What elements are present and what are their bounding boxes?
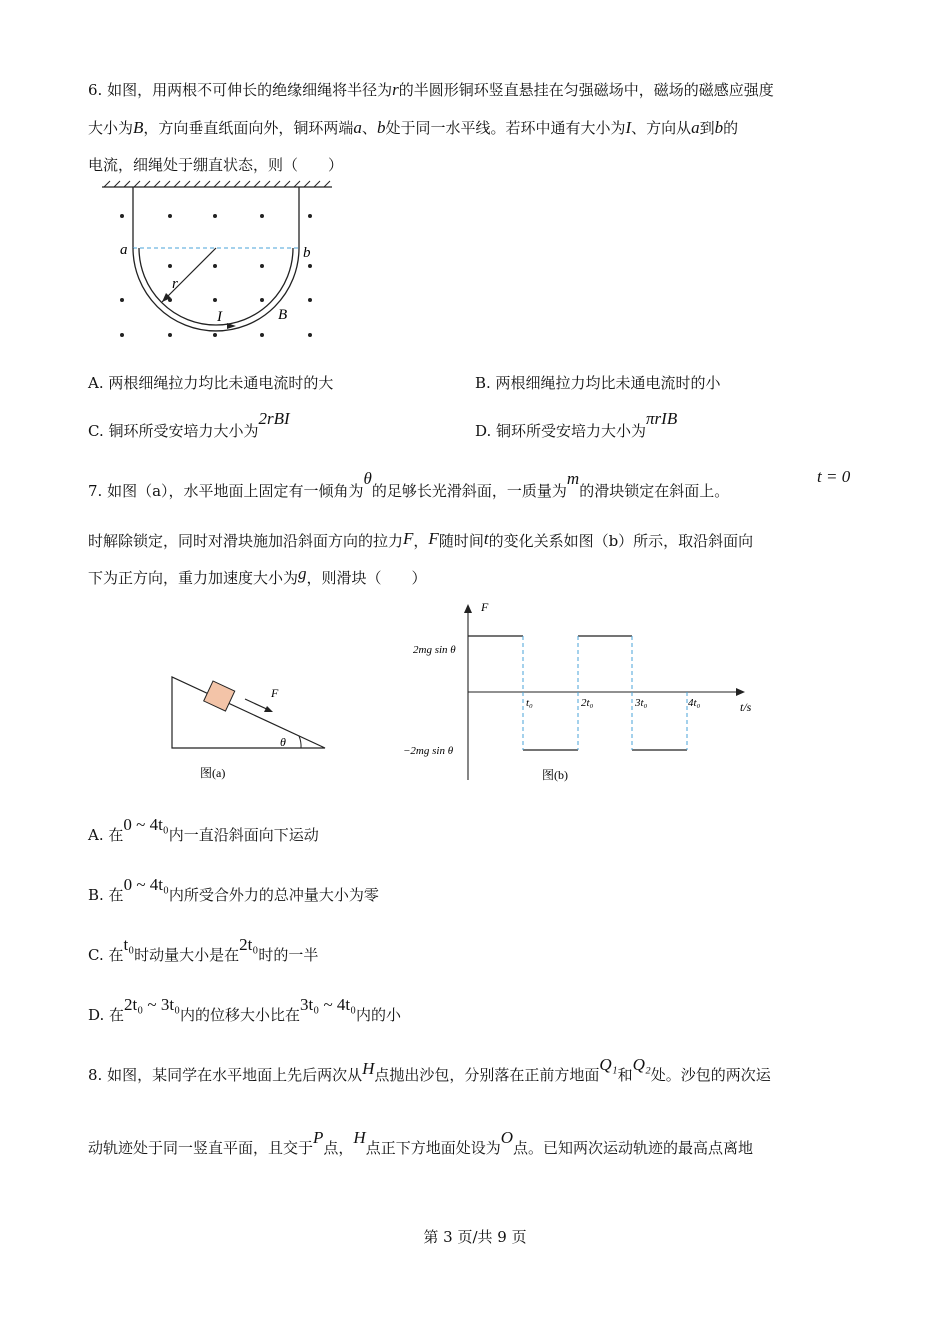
label-b: b — [303, 245, 311, 261]
pos-level-label: 2mg sin θ — [413, 644, 456, 656]
radius-line — [162, 248, 216, 302]
y-axis-arrowhead — [464, 604, 472, 613]
tick-2t0: 2t₀ — [581, 697, 594, 709]
label-r: r — [172, 276, 178, 292]
q7-line-2: 时解除锁定，同时对滑块施加沿斜面方向的拉力F，F随时间t的变化关系如图（b）所示，取沿斜面向 — [88, 529, 754, 550]
tick-t0: t₀ — [526, 697, 533, 709]
x-axis-arrowhead — [736, 688, 745, 696]
q7-line-3: 下为正方向，重力加速度大小为g，则滑块（ ） — [88, 564, 427, 587]
var-r: r — [392, 80, 399, 99]
q7-option-b[interactable]: B. 在0 ~ 4t₀内所受合外力的总冲量大小为零 — [88, 875, 379, 904]
semicircle-ring-inner — [139, 248, 293, 325]
semicircle-ring-outer — [133, 248, 299, 331]
label-I: I — [217, 309, 222, 325]
q7-option-c[interactable]: C. 在t₀时动量大小是在2t₀时的一半 — [88, 935, 319, 964]
label-F: F — [271, 686, 279, 700]
incline — [172, 677, 325, 748]
slider-block — [204, 681, 235, 711]
label-a: a — [120, 242, 128, 258]
tick-3t0: 3t₀ — [635, 697, 648, 709]
q7-figure-b — [395, 598, 765, 788]
q6-line-3: 电流，细绳处于绷直状态，则（ ） — [88, 156, 344, 174]
q8-line-1: 8. 如图，某同学在水平地面上先后两次从H点抛出沙包，分别落在正前方地面Q₁和Q₂处。沙包的两次运 — [88, 1055, 771, 1084]
q6-line-2: 大小为B，方向垂直纸面向外，铜环两端a、b处于同一水平线。若环中通有大小为I、方向从a到b的 — [88, 118, 739, 137]
x-label: t/s — [740, 700, 752, 714]
q6-option-b[interactable]: B. 两根细绳拉力均比未通电流时的小 — [475, 374, 721, 392]
q7-t-eq-0: t = 0 — [817, 467, 851, 486]
q6-option-d[interactable]: D. 铜环所受安培力大小为πrIB — [475, 409, 678, 440]
q7-option-d[interactable]: D. 在2t₀ ~ 3t₀内的位移大小比在3t₀ ~ 4t₀内的小 — [88, 995, 402, 1024]
label-theta: θ — [280, 735, 286, 749]
neg-level-label: −2mg sin θ — [403, 745, 454, 757]
q6-option-c[interactable]: C. 铜环所受安培力大小为2rBI — [88, 409, 290, 440]
q6-option-a[interactable]: A. 两根细绳拉力均比未通电流时的大 — [88, 374, 334, 392]
angle-arc — [299, 736, 301, 748]
caption-a: 图(a) — [200, 766, 226, 780]
q7-line-1: 7. 如图（a），水平地面上固定有一倾角为θ的足够长光滑斜面，一质量为m的滑块锁定在斜面上。 — [88, 469, 730, 500]
q7-figure-a — [165, 670, 335, 785]
page-footer: 第 3 页/共 9 页 — [423, 1228, 527, 1246]
y-label: F — [481, 600, 489, 614]
q8-line-2: 动轨迹处于同一竖直平面，且交于P点，H点正下方地面处设为O点。已知两次运动轨迹的最高点离地 — [88, 1128, 754, 1157]
caption-b: 图(b) — [542, 768, 568, 782]
ceiling-hatch — [104, 181, 330, 187]
q6-figure — [100, 180, 340, 350]
q6-line-1: 6. 如图，用两根不可伸长的绝缘细绳将半径为r的半圆形铜环竖直悬挂在匀强磁场中，磁场的磁感应强度 — [88, 80, 774, 99]
q7-option-a[interactable]: A. 在0 ~ 4t₀内一直沿斜面向下运动 — [88, 815, 319, 844]
tick-4t0: 4t₀ — [688, 697, 701, 709]
dashed-transitions — [523, 636, 687, 750]
label-B: B — [278, 307, 288, 323]
